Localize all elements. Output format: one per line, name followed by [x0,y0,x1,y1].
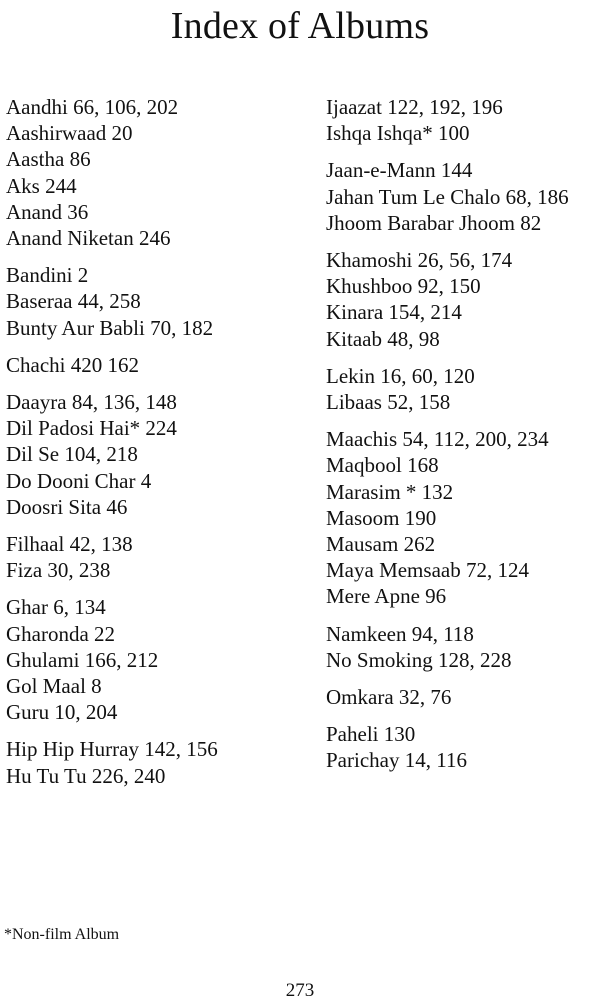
index-entry: Khamoshi 26, 56, 174 [326,248,513,273]
index-letter-group [326,363,569,415]
index-entry: Khushboo 92, 150 [326,274,481,299]
index-letter-group [6,531,218,583]
index-entry: Kinara 154, 214 [326,300,462,325]
index-letter-group [326,621,569,673]
index-entry: Jhoom Barabar Jhoom 82 [326,210,542,235]
index-entry: Maya Memsaab 72, 124 [326,558,529,583]
index-entry: Bunty Aur Babli 70, 182 [6,315,214,340]
index-entry: Hip Hip Hurray 142, 156 [6,737,218,762]
index-column-right [326,94,569,785]
index-entry: Aandhi 66, 106, 202 [6,95,179,119]
index-entry: Mere Apne 96 [326,584,447,609]
index-entry: Dil Se 104, 218 [6,442,138,467]
index-entry: Baseraa 44, 258 [6,289,141,314]
index-entry: Ghulami 166, 212 [6,647,159,672]
index-entry: Hu Tu Tu 226, 240 [6,763,166,788]
index-entry: Anand Niketan 246 [6,226,171,251]
index-entry: Ishqa Ishqa* 100 [326,121,470,146]
index-letter-group [326,247,569,352]
index-entry: Lekin 16, 60, 120 [326,363,475,388]
index-entry: Aashirwaad 20 [6,121,133,146]
index-entry: Masoom 190 [326,505,437,530]
index-entry: Guru 10, 204 [6,700,118,725]
index-entry: Gol Maal 8 [6,674,102,699]
index-letter-group [6,594,218,725]
index-entry: Paheli 130 [326,722,416,747]
index-entry: Anand 36 [6,199,89,224]
index-entry: Maachis 54, 112, 200, 234 [326,427,549,452]
index-entry: Fiza 30, 238 [6,558,111,583]
index-entry: Daayra 84, 136, 148 [6,390,177,415]
page-number: 273 [285,980,315,1001]
index-entry: No Smoking 128, 228 [326,647,512,672]
index-entry: Jahan Tum Le Chalo 68, 186 [326,184,569,209]
index-entry: Aastha 86 [6,147,91,172]
index-letter-group [326,94,569,146]
index-entry: Aks 244 [6,173,77,198]
index-entry: Omkara 32, 76 [326,685,452,710]
index-entry: Ghar 6, 134 [6,595,106,620]
index-entry: Parichay 14, 116 [326,748,467,773]
index-letter-group [6,262,218,341]
index-entry: Namkeen 94, 118 [326,621,474,646]
index-entry: Mausam 262 [326,532,436,557]
index-entry: Filhaal 42, 138 [6,532,133,557]
index-entry: Gharonda 22 [6,621,116,646]
index-entry: Marasim * 132 [326,479,454,504]
index-entry: Dil Padosi Hai* 224 [6,416,177,441]
index-letter-group [326,684,569,710]
index-entry: Libaas 52, 158 [326,390,451,415]
index-entry: Jaan-e-Mann 144 [326,158,473,183]
page-title: Index of Albums [170,5,430,47]
index-letter-group [6,736,218,788]
index-entry: Bandini 2 [6,263,89,288]
index-letter-group [6,389,218,520]
index-entry: Doosri Sita 46 [6,494,128,519]
index-entry: Kitaab 48, 98 [326,326,440,351]
index-letter-group [6,352,218,378]
index-entry: Ijaazat 122, 192, 196 [326,95,503,119]
index-letter-group [326,721,569,773]
footnote: *Non-film Album [4,926,120,943]
index-column-left [6,94,218,800]
index-letter-group [6,94,218,251]
index-letter-group [326,426,569,609]
index-entry: Chachi 420 162 [6,352,139,377]
index-entry: Do Dooni Char 4 [6,468,152,493]
index-letter-group [326,157,569,236]
index-entry: Maqbool 168 [326,453,439,478]
